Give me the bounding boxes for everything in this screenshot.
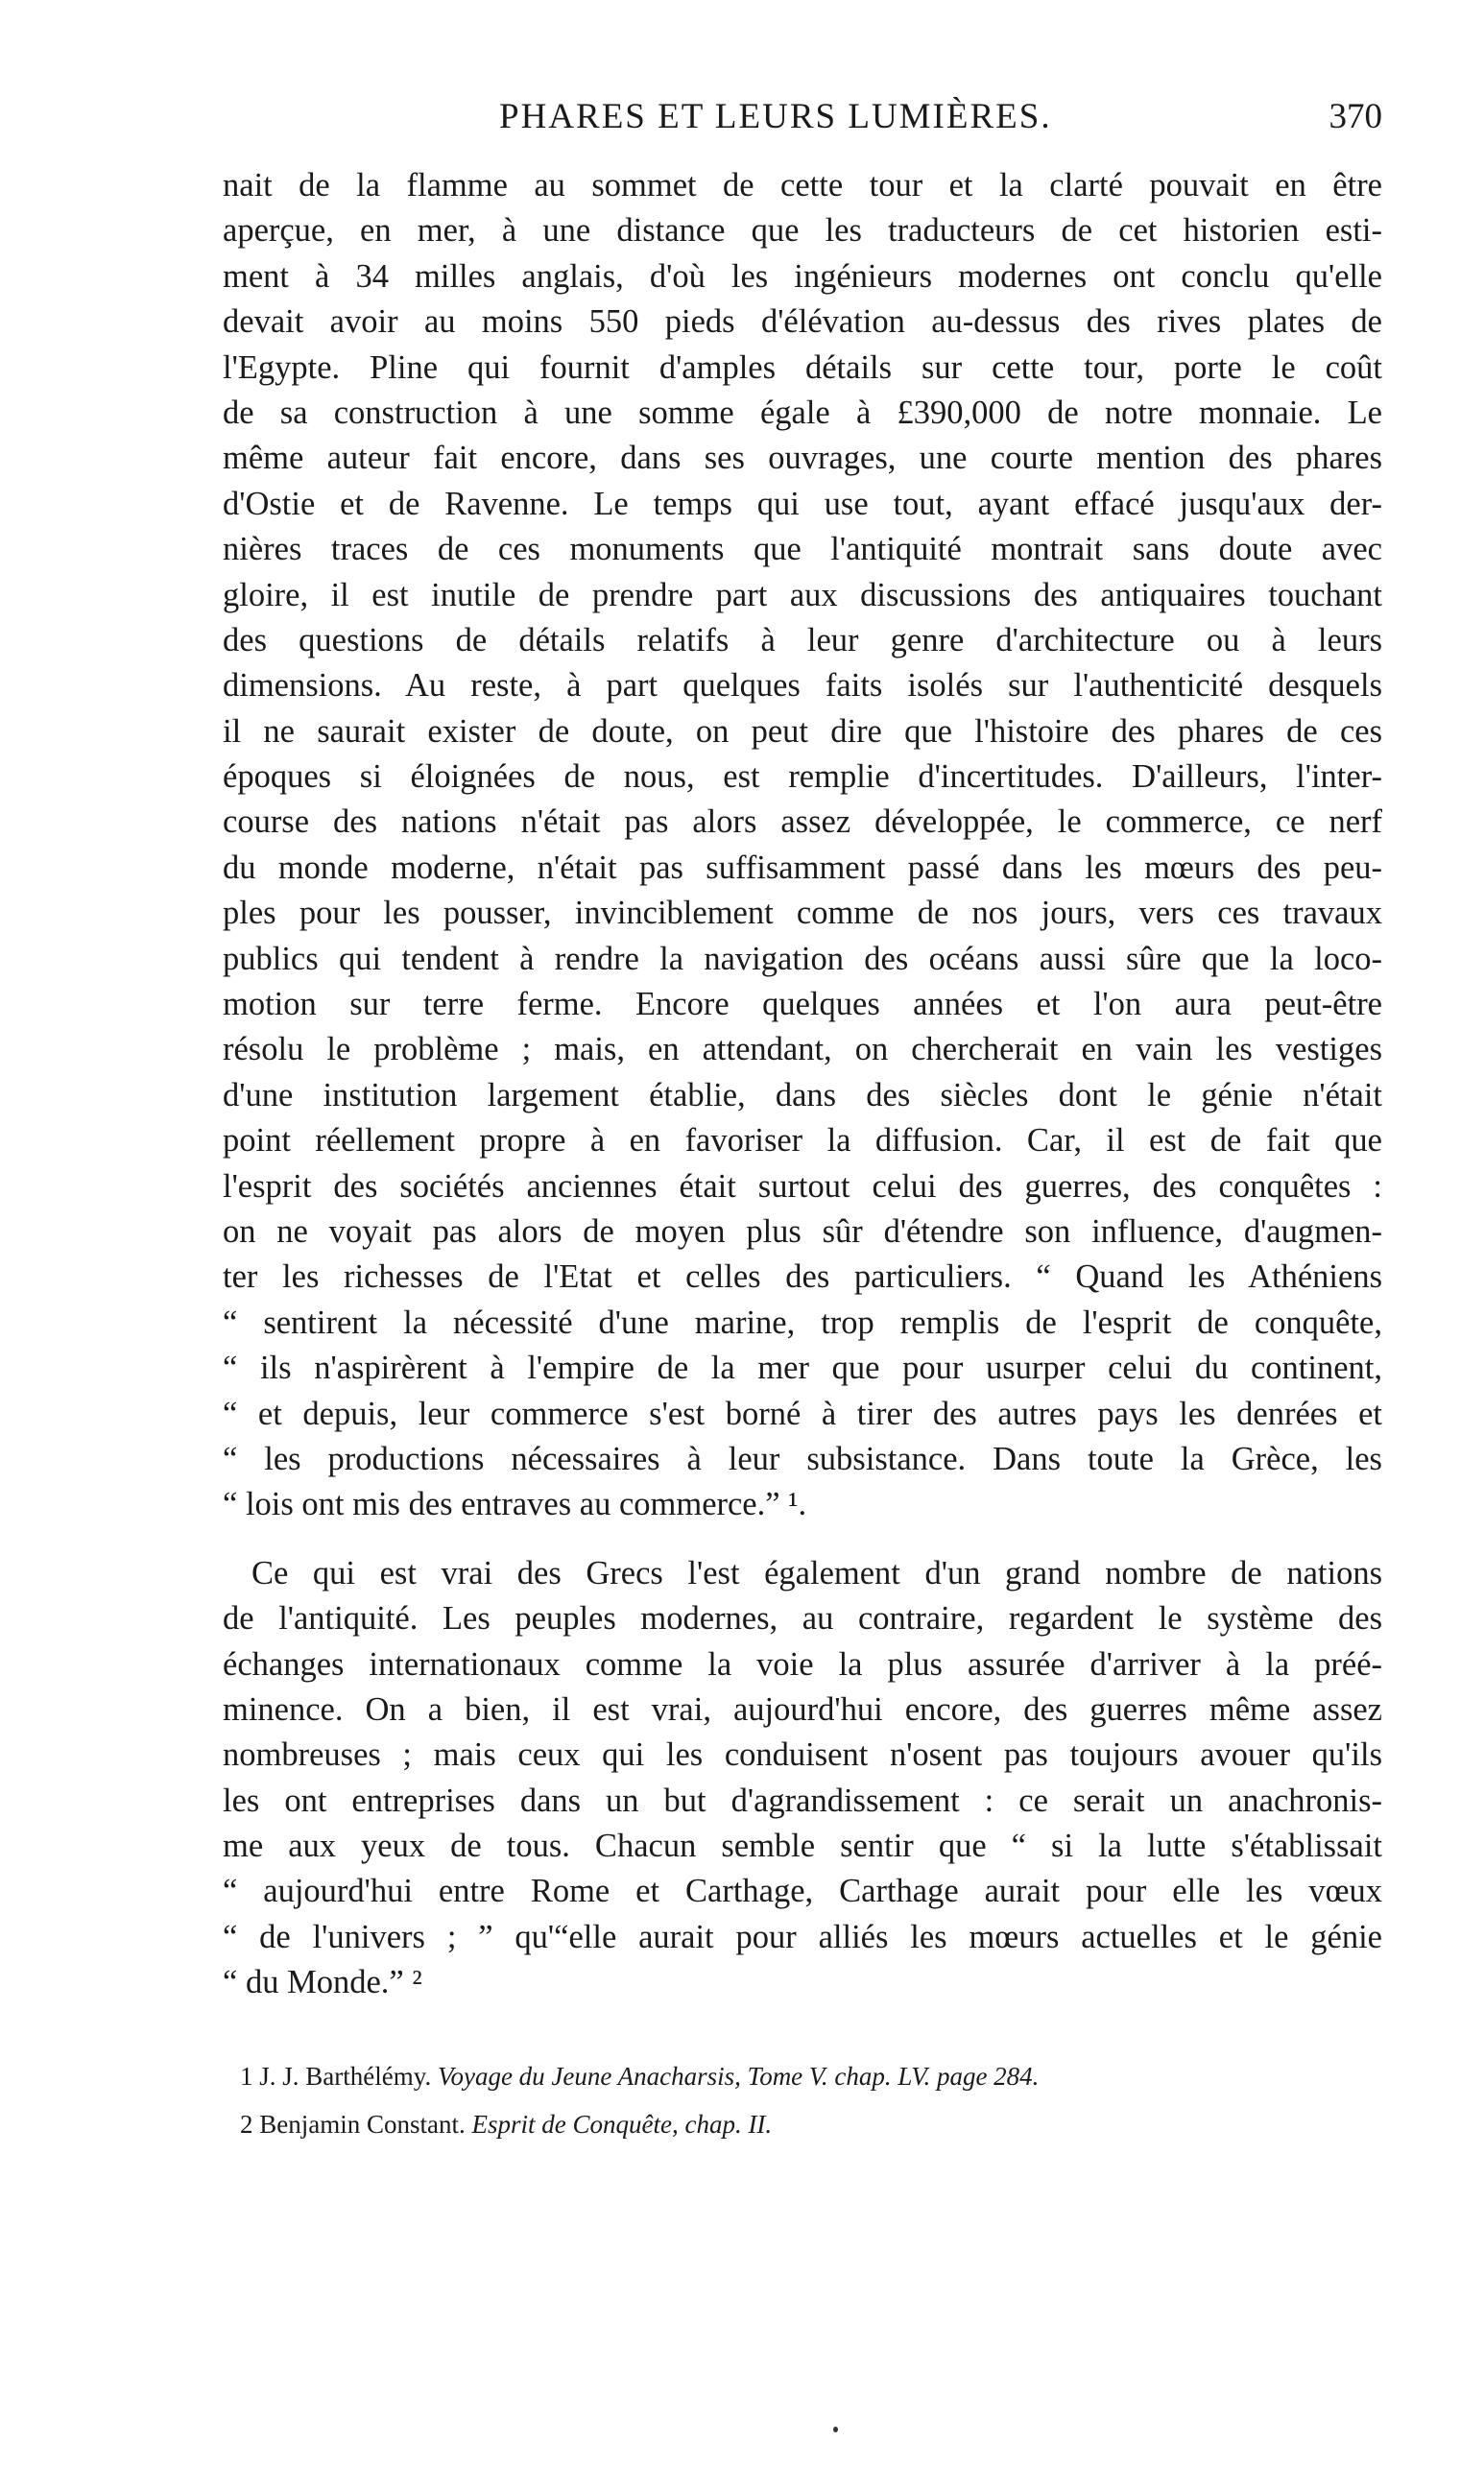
text-line: nait de la flamme au sommet de cette tour et la clarté pouvait en être — [223, 167, 1382, 203]
text-line: même auteur fait encore, dans ses ouvrages, une courte mention des phares — [223, 440, 1382, 477]
text-line: “ et depuis, leur commerce s'est borné à tirer des autres pays les denrées et — [223, 1395, 1382, 1432]
text-line: “ aujourd'hui entre Rome et Carthage, Carthage aurait pour elle les vœux — [223, 1873, 1382, 1910]
footnote-source: Esprit de Conquête, chap. II. — [471, 2110, 773, 2139]
text-line: on ne voyait pas alors de moyen plus sûr d'étendre son influence, d'augmen- — [223, 1212, 1382, 1250]
text-line: “ de l'univers ; ” qu'“elle aurait pour alliés les mœurs actuelles et le génie — [223, 1918, 1382, 1955]
text-line: l'esprit des sociétés anciennes était surtout celui des guerres, des conquêtes : — [223, 1167, 1382, 1205]
text-line: de l'antiquité. Les peuples modernes, au contraire, regardent le système des — [223, 1600, 1382, 1638]
text-line: d'une institution largement établie, dans des siècles dont le génie n'était — [223, 1076, 1382, 1113]
text-line: nombreuses ; mais ceux qui les conduisent n'osent pas toujours avouer qu'ils — [223, 1736, 1382, 1774]
footnote-marker: 1 — [240, 2062, 253, 2091]
footnotes — [240, 2052, 1392, 2148]
text-line: me aux yeux de tous. Chacun semble sentir que “ si la lutte s'établissait — [223, 1828, 1382, 1865]
text-line: il ne saurait exister de doute, on peut dire que l'histoire des phares de ces — [223, 712, 1382, 750]
running-title: PHARES ET LEURS LUMIÈRES. — [499, 97, 1052, 136]
text-line: “ sentirent la nécessité d'une marine, trop remplis de l'esprit de conquête, — [223, 1304, 1382, 1341]
running-header — [221, 96, 1382, 154]
text-line: les ont entreprises dans un but d'agrandissement : ce serait un anachronis- — [223, 1782, 1382, 1819]
footnote-author: Benjamin Constant. — [259, 2110, 466, 2139]
footnote-author: J. J. Barthélémy. — [259, 2062, 432, 2091]
paragraph-spacer — [223, 1528, 1382, 1551]
footnote-2 — [240, 2100, 1392, 2148]
text-line: de sa construction à une somme égale à £390,000 de notre monnaie. Le — [223, 394, 1382, 431]
text-line: nières traces de ces monuments que l'antiquité montrait sans doute avec — [223, 531, 1382, 568]
text-line: résolu le problème ; mais, en attendant, on chercherait en vain les vestiges — [223, 1031, 1382, 1068]
text-line: ples pour les pousser, invinciblement comme de nos jours, vers ces travaux — [223, 895, 1382, 932]
footnote-source: Voyage du Jeune Anacharsis, Tome V. chap. LV. page 284. — [437, 2062, 1040, 2091]
footnote-1 — [240, 2052, 1392, 2100]
footnote-marker: 2 — [240, 2110, 253, 2139]
text-line: gloire, il est inutile de prendre part aux discussions des antiquaires touchant — [223, 576, 1382, 613]
text-line: “ lois ont mis des entraves au commerce.” ¹. — [223, 1486, 807, 1523]
text-line: “ du Monde.” ² — [223, 1964, 422, 2001]
ink-speck — [833, 2427, 838, 2432]
text-line: publics qui tendent à rendre la navigation des océans aussi sûre que la loco- — [223, 940, 1382, 977]
text-line: l'Egypte. Pline qui fournit d'amples détails sur cette tour, porte le coût — [223, 348, 1382, 386]
text-line: Ce qui est vrai des Grecs l'est également d'un grand nombre de nations — [251, 1554, 1382, 1591]
text-line: dimensions. Au reste, à part quelques faits isolés sur l'authenticité desquels — [223, 667, 1382, 705]
text-line: minence. On a bien, il est vrai, aujourd'hui encore, des guerres même assez — [223, 1690, 1382, 1728]
page-number: 370 — [1328, 97, 1382, 136]
text-line: ter les richesses de l'Etat et celles des particuliers. “ Quand les Athéniens — [223, 1258, 1382, 1296]
text-line: “ ils n'aspirèrent à l'empire de la mer que pour usurper celui du continent, — [223, 1350, 1382, 1387]
text-line: des questions de détails relatifs à leur genre d'architecture ou à leurs — [223, 621, 1382, 658]
text-line: devait avoir au moins 550 pieds d'élévation au-dessus des rives plates de — [223, 303, 1382, 341]
text-line: motion sur terre ferme. Encore quelques années et l'on aura peut-être — [223, 986, 1382, 1023]
text-line: “ les productions nécessaires à leur subsistance. Dans toute la Grèce, les — [223, 1440, 1382, 1477]
paragraph-2 — [223, 1551, 1382, 2006]
paragraph-1 — [223, 163, 1382, 1528]
text-line: époques si éloignées de nous, est remplie d'incertitudes. D'ailleurs, l'inter- — [223, 758, 1382, 796]
text-line: d'Ostie et de Ravenne. Le temps qui use tout, ayant effacé jusqu'aux der- — [223, 485, 1382, 522]
text-line: du monde moderne, n'était pas suffisamment passé dans les mœurs des peu- — [223, 849, 1382, 886]
text-line: ment à 34 milles anglais, d'où les ingénieurs modernes ont conclu qu'elle — [223, 257, 1382, 295]
body-text — [223, 163, 1382, 2006]
text-line: point réellement propre à en favoriser la diffusion. Car, il est de fait que — [223, 1122, 1382, 1160]
text-line: échanges internationaux comme la voie la plus assurée d'arriver à la préé- — [223, 1645, 1382, 1683]
text-line: aperçue, en mer, à une distance que les traducteurs de cet historien esti- — [223, 212, 1382, 250]
text-line: course des nations n'était pas alors assez développée, le commerce, ce nerf — [223, 803, 1382, 841]
